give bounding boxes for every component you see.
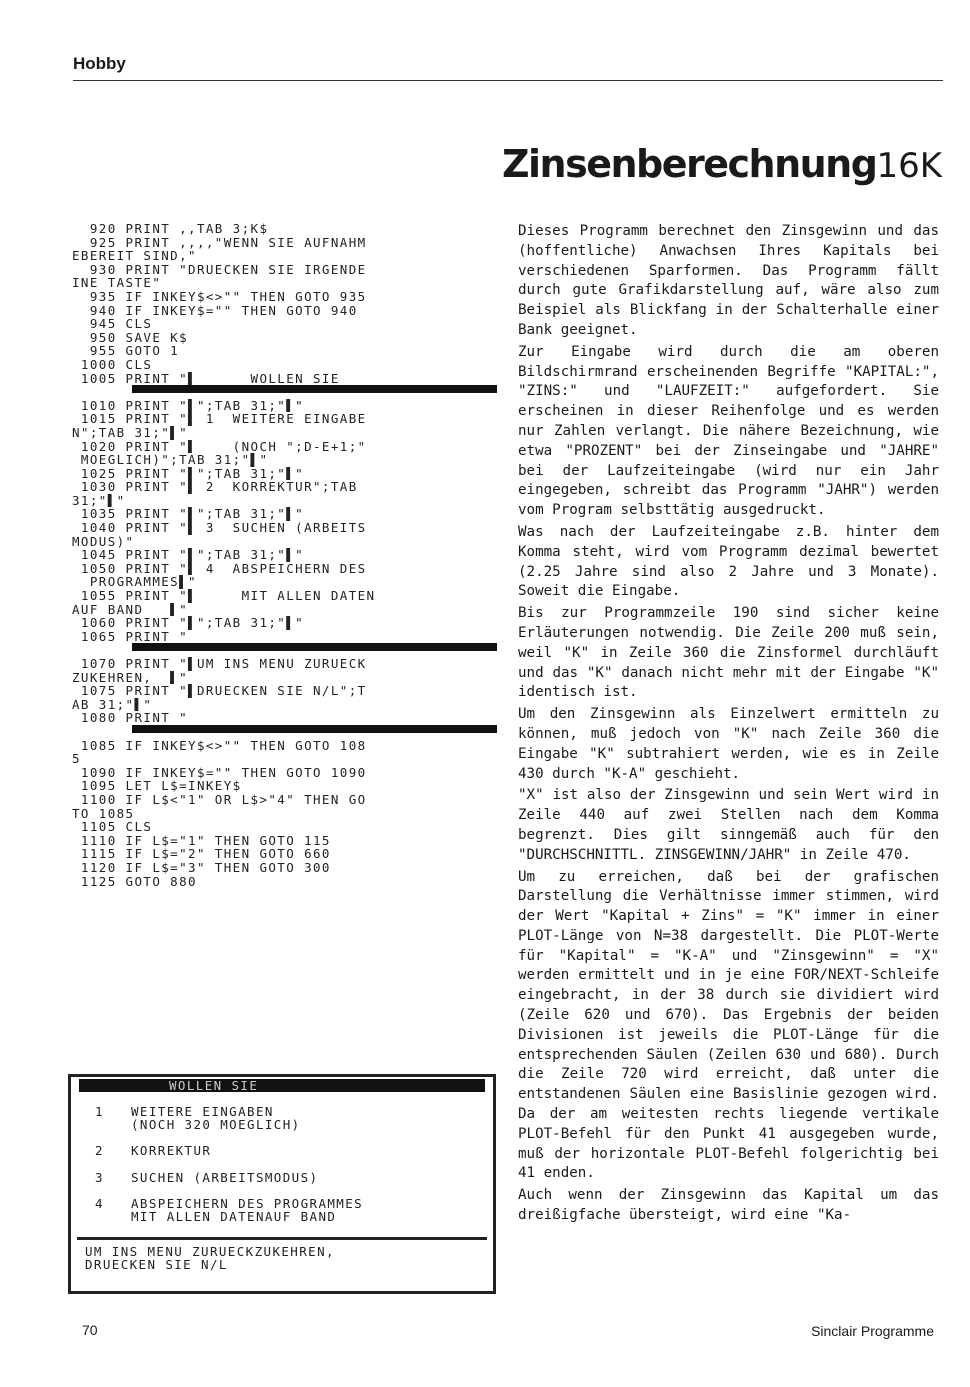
menu-item-number: 3 (95, 1169, 104, 1185)
listing-line: AB 31;"▌" (72, 697, 153, 712)
listing-line: 935 IF INKEY$<>"" THEN GOTO 935 (72, 289, 367, 304)
section-label: Hobby (73, 54, 126, 73)
listing-line: 1070 PRINT "▌UM INS MENU ZURUECK (72, 657, 367, 671)
body-paragraph: Was nach der Laufzeiteingabe z.B. hinter dem Komma steht, wird vom Programm dezimal bewertet (2.25 Jahre sind also 2 Jahre und 3 Monate). Soweit die Eingabe. (518, 523, 939, 600)
listing-line: 1015 PRINT "▌ 1 WEITERE EINGABE (72, 412, 367, 426)
listing-line: 1025 PRINT "▌";TAB 31;"▌" (72, 466, 305, 481)
body-paragraph: Um zu erreichen, daß bei der grafischen Darstellung die Verhältnisse immer stimmen, wird der Wert "Kapital + Zins" = "K" immer in einer PLOT-Länge von N=38 dargestellt. Die PLOT-Werte für "Kapital" = "K-A" und "Zinsgewinn" = "X" werden ermittelt und in je eine FOR/NEXT-Schleife eingebracht, in der 38 durch sie dividiert wird (Zeile 620 und 670). Das Ergebnis der beiden Divisionen ist jeweils die PLOT-Länge für die entsprechenden Säulen (Zeilen 630 und 680). Durch die Zeile 720 wird erreicht, daß unter die entstandenen Säulen eine Basislinie gezogen wird. Da der am weitesten rechts liegende vertikale PLOT-Befehl für den Punkt 41 ausgegeben wurde, muß der horizontale PLOT-Befehl folgerichtig bei 41 enden. (518, 868, 939, 1182)
listing-line: 1030 PRINT "▌ 2 KORREKTUR";TAB (72, 480, 358, 494)
page-number: 70 (82, 1322, 98, 1338)
listing-line: 1055 PRINT "▌ MIT ALLEN DATEN (72, 589, 376, 603)
listing-line: AUF BAND ▌" (72, 602, 189, 617)
title-main: Zinsenberechnung (501, 142, 877, 186)
listing-line: 1035 PRINT "▌";TAB 31;"▌" (72, 507, 305, 522)
body-paragraph: Auch wenn der Zinsgewinn das Kapital um das dreißigfache übersteigt, wird eine "Ka- (518, 1187, 939, 1224)
screen-heading: WOLLEN SIE (79, 1079, 485, 1092)
menu-item (71, 1198, 493, 1223)
listing-line: 1010 PRINT "▌";TAB 31;"▌" (72, 398, 305, 413)
listing-line: 1080 PRINT " (72, 711, 189, 725)
menu-item (71, 1106, 493, 1131)
listing-line: TO 1085 (72, 806, 135, 821)
listing-line: 1040 PRINT "▌ 3 SUCHEN (ARBEITS (72, 521, 367, 535)
menu-item-text: ABSPEICHERN DES PROGRAMMES MIT ALLEN DATENAUF BAND (131, 1196, 364, 1224)
listing-line: 1100 IF L$<"1" OR L$>"4" THEN GO (72, 792, 367, 807)
listing-line: 930 PRINT "DRUECKEN SIE IRGENDE (72, 262, 367, 277)
listing-line: MODUS)" (72, 534, 135, 549)
menu-item-text: WEITERE EINGABEN (NOCH 320 MOEGLICH) (131, 1104, 301, 1132)
menu-screen-printout (68, 1074, 496, 1294)
menu-item-text: SUCHEN (ARBEITSMODUS) (131, 1169, 319, 1185)
listing-line: 1045 PRINT "▌";TAB 31;"▌" (72, 548, 305, 562)
listing-line: 31;"▌" (72, 493, 126, 508)
menu-item (71, 1169, 493, 1185)
listing-line: 1075 PRINT "▌DRUECKEN SIE N/L";T (72, 684, 367, 698)
body-paragraph: Um den Zinsgewinn als Einzelwert ermitteln zu können, muß jedoch von "K" nach Zeile 360 die Eingabe "K" subtrahiert werden, wie es in Zeile 430 durch "K-A" geschieht. (518, 706, 939, 782)
listing-line: 1125 GOTO 880 (72, 874, 197, 889)
inverse-video-bar (72, 643, 499, 657)
menu-item-number: 1 (95, 1104, 104, 1119)
article-body (518, 222, 939, 1228)
title-memory: 16K (876, 146, 942, 186)
body-paragraph: "X" ist also der Zinsgewinn und sein Wert wird in Zeile 440 auf zwei Stellen nach dem Komma begrenzt. Dies gilt sinngemäß auch für den "DURCHSCHNITTL. ZINSGEWINN/JAHR" in Zeile 470. (518, 787, 939, 863)
body-paragraph: Bis zur Programmzeile 190 sind sicher keine Erläuterungen notwendig. Die Zeile 200 muß sein, weil "K" in Zeile 360 die Zinsformel durchläuft und das "K" danach nicht mehr mit der Eingabe "K" identisch ist. (518, 605, 939, 701)
listing-line: 1105 CLS (72, 820, 153, 834)
listing-line: 5 (72, 752, 81, 766)
listing-line: INE TASTE" (72, 276, 162, 290)
listing-line: PROGRAMMES▌" (72, 575, 197, 590)
inverse-video-bar (72, 725, 499, 739)
listing-line: EBEREIT SIND," (72, 249, 197, 263)
listing-line: 955 GOTO 1 (72, 344, 180, 358)
listing-line: 1085 IF INKEY$<>"" THEN GOTO 108 (72, 738, 367, 753)
listing-line: 1115 IF L$="2" THEN GOTO 660 (72, 847, 331, 861)
listing-line: 1110 IF L$="1" THEN GOTO 115 (72, 833, 331, 848)
menu-item-number: 2 (95, 1143, 104, 1158)
menu-item (71, 1145, 493, 1158)
listing-line: 945 CLS (72, 317, 153, 331)
listing-line: 950 SAVE K$ (72, 330, 189, 345)
listing-line: ZUKEHREN, ▌" (72, 670, 189, 685)
listing-line: 1065 PRINT " (72, 629, 189, 644)
menu-item-text: KORREKTUR (131, 1143, 212, 1158)
basic-listing (72, 222, 499, 888)
screen-footer: UM INS MENU ZURUECKZUKEHREN, DRUECKEN SIE N/L (85, 1244, 335, 1272)
listing-line: 920 PRINT ,,TAB 3;K$ (72, 222, 269, 236)
listing-line: 1005 PRINT "▌ WOLLEN SIE (72, 371, 376, 386)
body-paragraph: Zur Eingabe wird durch die am oberen Bildschirmrand erscheinenden Begriffe "KAPITAL:", "ZINS:" und "LAUFZEIT:" aufgefordert. Sie erscheinen in dieser Reihenfolge und es werden nur Zahlen verlangt. Die nähere Bezeichnung, wie etwa "PROZENT" bei der Zinseingabe und "JAHRE" bei der Laufzeiteingabe (wird nur ein Jahr eingegeben, schreibt das Programm "JAHR") werden vom Program selbsttätig ausgedruckt. (518, 343, 939, 519)
listing-line: 1060 PRINT "▌";TAB 31;"▌" (72, 616, 305, 630)
listing-line: MOEGLICH)";TAB 31;"▌" (72, 453, 269, 467)
listing-line: 925 PRINT ,,,,"WENN SIE AUFNAHM (72, 235, 367, 250)
publication-name: Sinclair Programme (811, 1323, 934, 1339)
article-title (502, 142, 942, 186)
listing-line: N";TAB 31;"▌" (72, 425, 189, 440)
listing-line: 1120 IF L$="3" THEN GOTO 300 (72, 860, 331, 875)
listing-line: 1090 IF INKEY$="" THEN GOTO 1090 (72, 765, 367, 780)
header-rule (73, 80, 943, 81)
menu-item-number: 4 (95, 1196, 104, 1211)
body-paragraph: Dieses Programm berechnet den Zinsgewinn und das (hoffentliche) Anwachsen Ihres Kapitals bei verschiedenen Sparformen. Das Programm fällt durch gute Grafikdarstellung auf, wäre also zum Beispiel als Blickfang in der Schalterhalle einer Bank geeignet. (518, 223, 939, 338)
listing-line: 1000 CLS (72, 357, 153, 372)
listing-line: 1020 PRINT "▌ (NOCH ";D-E+1;" (72, 439, 367, 454)
listing-line: 1095 LET L$=INKEY$ (72, 779, 242, 793)
screen-divider (77, 1237, 487, 1240)
listing-line: 1050 PRINT "▌ 4 ABSPEICHERN DES (72, 561, 367, 576)
inverse-video-bar (72, 385, 499, 399)
listing-line: 940 IF INKEY$="" THEN GOTO 940 (72, 303, 358, 318)
screen-menu (71, 1106, 493, 1223)
